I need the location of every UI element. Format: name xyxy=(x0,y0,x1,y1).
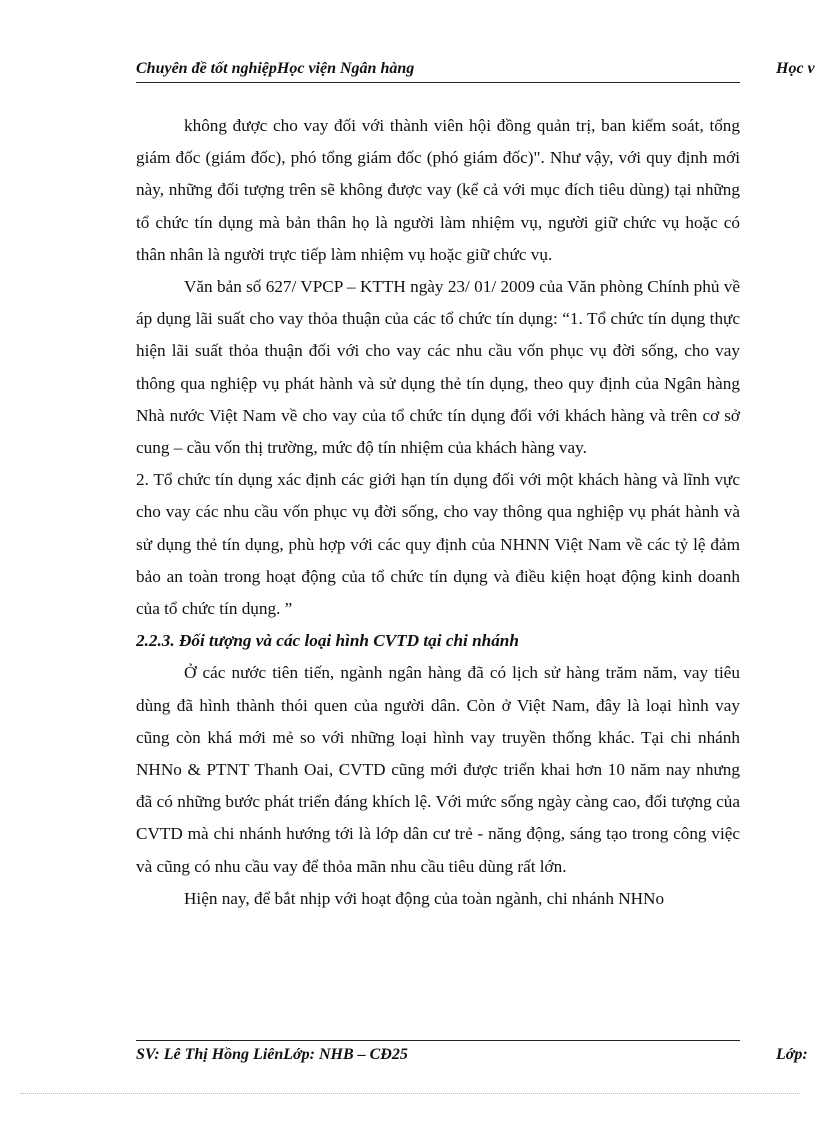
footer-divider xyxy=(136,1040,740,1041)
footer-left-text: SV: Lê Thị Hồng LiênLớp: NHB – CĐ25 xyxy=(136,1046,408,1063)
paragraph-5: Hiện nay, để bắt nhịp với hoạt động của toàn ngành, chi nhánh NHNo xyxy=(184,888,665,908)
page-bottom-edge xyxy=(20,1093,800,1094)
header-right-text: Học v xyxy=(776,60,815,77)
page-header xyxy=(136,58,740,83)
document-body xyxy=(136,110,740,915)
paragraph-2: Văn bản số 627/ VPCP – KTTH ngày 23/ 01/ 2009 của Văn phòng Chính phủ về áp dụng lãi suất cho vay thỏa thuận của các tổ chức tín dụng: “1. Tổ chức tín dụng thực hiện lãi suất thỏa thuận đối với cho vay các nhu cầu vốn phục vụ đời sống, cho vay thông qua nghiệp vụ phát hành và sử dụng thẻ tín dụng, theo quy định của Ngân hàng Nhà nước Việt Nam về cho vay của tổ chức tín dụng đối với khách hàng và trên cơ sở cung – cầu vốn thị trường, mức độ tín nhiệm của khách hàng vay. xyxy=(136,277,740,458)
paragraph-3: 2. Tổ chức tín dụng xác định các giới hạn tín dụng đối với một khách hàng và lĩnh vực cho vay các nhu cầu vốn phục vụ đời sống, cho vay thông qua nghiệp vụ phát hành và sử dụng thẻ tín dụng, phù hợp với các quy định của NHNN Việt Nam về các tỷ lệ đảm bảo an toàn trong hoạt động của tổ chức tín dụng và điều kiện hoạt động kinh doanh của tổ chức tín dụng. ” xyxy=(136,470,740,619)
paragraph-1: không được cho vay đối với thành viên hội đồng quản trị, ban kiểm soát, tổng giám đốc (giám đốc), phó tổng giám đốc (phó giám đốc)". Như vậy, với quy định mới này, những đối tượng trên sẽ không được vay (kể cả với mục đích tiêu dùng) tại những tổ chức tín dụng mà bản thân họ là người làm nhiệm vụ, người giữ chức vụ hoặc có thân nhân là người trực tiếp làm nhiệm vụ hoặc giữ chức vụ. xyxy=(136,116,740,264)
header-left-text: Chuyên đề tốt nghiệpHọc viện Ngân hàng xyxy=(136,60,415,77)
paragraph-4: Ở các nước tiên tiến, ngành ngân hàng đã có lịch sử hàng trăm năm, vay tiêu dùng đã hình thành thói quen của người dân. Còn ở Việt Nam, đây là loại hình vay cũng còn khá mới mẻ so với những loại hình vay truyền thống khác. Tại chi nhánh NHNo & PTNT Thanh Oai, CVTD cũng mới được triển khai hơn 10 năm nay nhưng đã có những bước phát triển đáng khích lệ. Với mức sống ngày càng cao, đối tượng của CVTD mà chi nhánh hướng tới là lớp dân cư trẻ - năng động, sáng tạo trong công việc và cũng có nhu cầu vay để thỏa mãn nhu cầu tiêu dùng rất lớn. xyxy=(136,663,740,876)
footer-right-text: Lớp: xyxy=(776,1046,808,1063)
section-heading: 2.2.3. Đối tượng và các loại hình CVTD tại chi nhánh xyxy=(136,631,519,651)
